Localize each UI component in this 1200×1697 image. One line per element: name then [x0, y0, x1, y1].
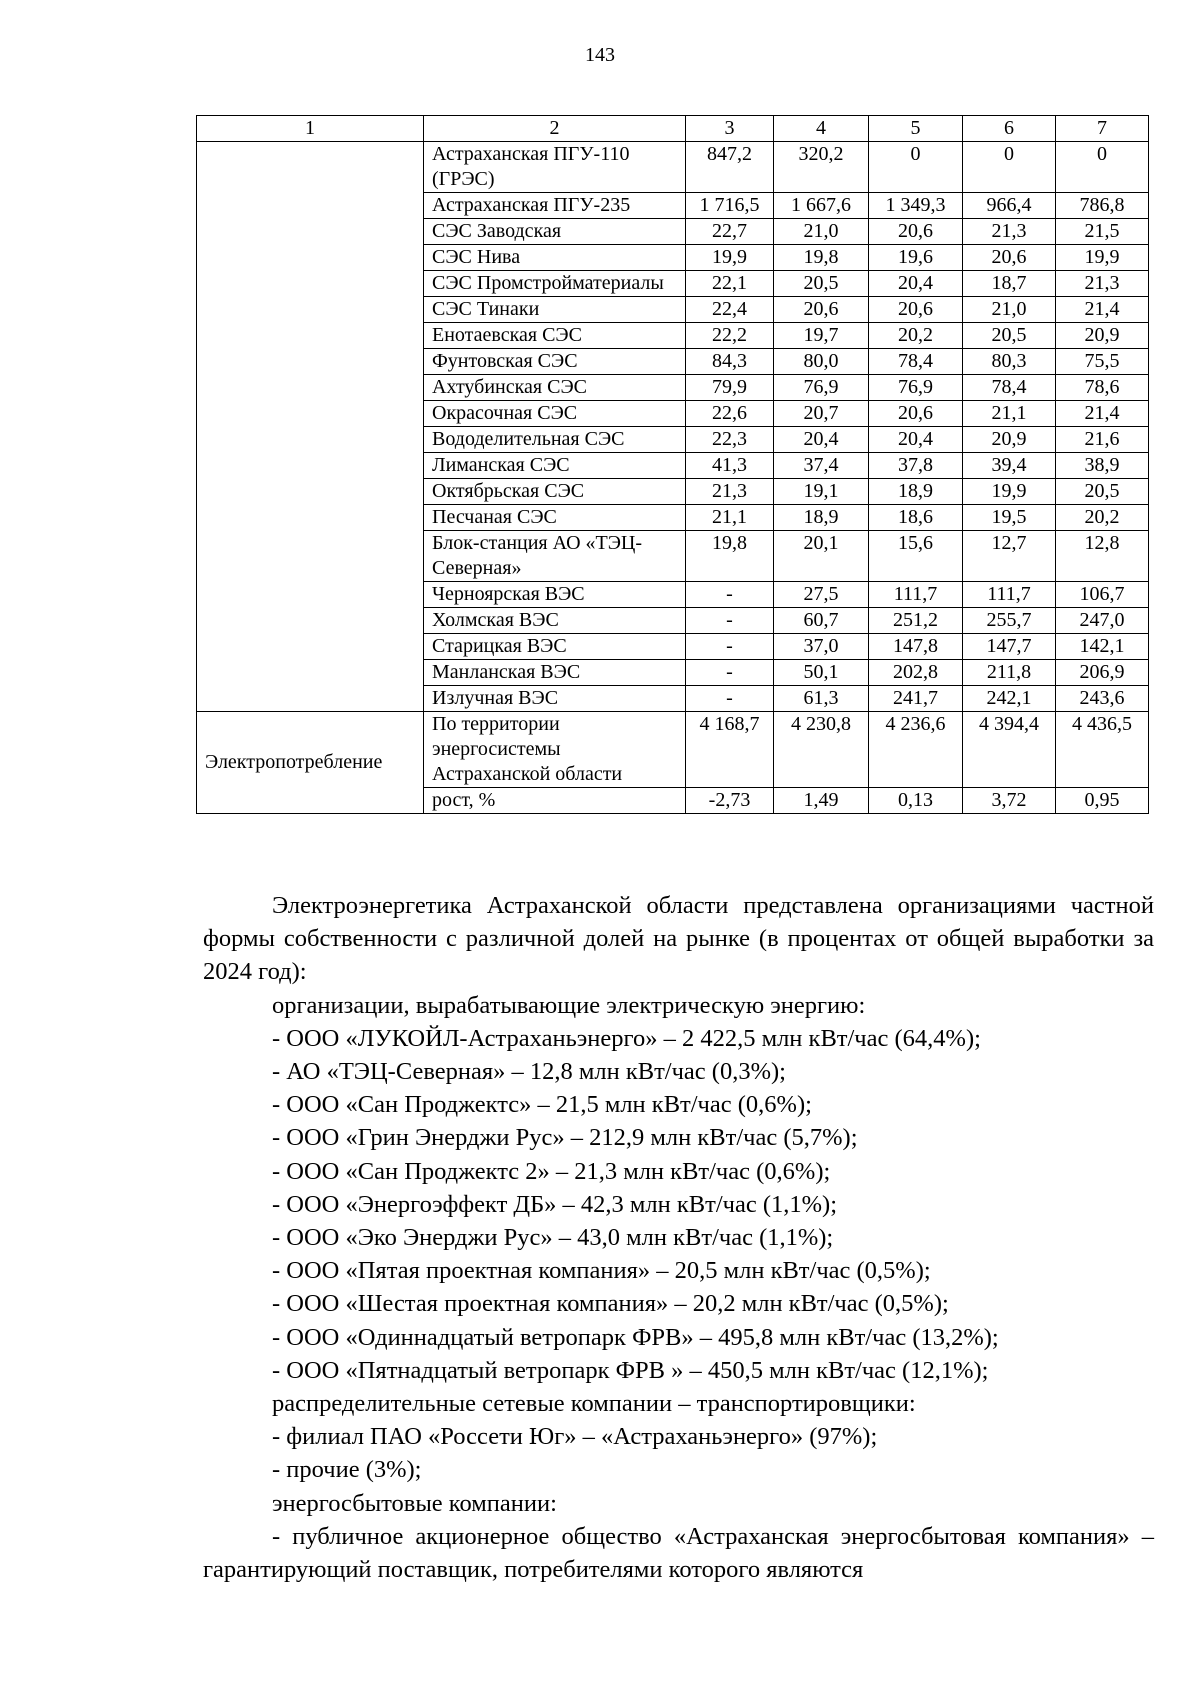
value-cell: 21,4: [1056, 401, 1149, 427]
value-cell: -2,73: [686, 788, 774, 814]
value-cell: 1 716,5: [686, 193, 774, 219]
value-cell: 22,1: [686, 271, 774, 297]
value-cell: 4 436,5: [1056, 712, 1149, 788]
header-cell: 6: [963, 116, 1056, 142]
distributor-item: - филиал ПАО «Россети Юг» – «Астраханьэнерго» (97%);: [272, 1423, 878, 1451]
generator-item: - ООО «Сан Проджектс 2» – 21,3 млн кВт/час (0,6%);: [272, 1157, 831, 1185]
value-cell: 76,9: [869, 375, 963, 401]
generator-item: - ООО «Энергоэффект ДБ» – 42,3 млн кВт/час (1,1%);: [272, 1190, 838, 1218]
value-cell: 61,3: [774, 686, 869, 712]
header-cell: 4: [774, 116, 869, 142]
header-cell: 2: [424, 116, 686, 142]
value-cell: 20,4: [869, 427, 963, 453]
generators-list: [203, 1022, 1154, 1387]
value-cell: 21,4: [1056, 297, 1149, 323]
header-cell: 3: [686, 116, 774, 142]
value-cell: 255,7: [963, 608, 1056, 634]
value-cell: 19,9: [963, 479, 1056, 505]
value-cell: 20,9: [1056, 323, 1149, 349]
station-name: Октябрьская СЭС: [424, 479, 686, 505]
value-cell: 21,0: [774, 219, 869, 245]
value-cell: -: [686, 686, 774, 712]
station-name: Черноярская ВЭС: [424, 582, 686, 608]
value-cell: 142,1: [1056, 634, 1149, 660]
station-name: Енотаевская СЭС: [424, 323, 686, 349]
value-cell: 78,6: [1056, 375, 1149, 401]
station-name: Астраханская ПГУ-110 (ГРЭС): [424, 142, 686, 193]
value-cell: 20,7: [774, 401, 869, 427]
value-cell: 18,7: [963, 271, 1056, 297]
table-row: [197, 142, 1149, 193]
station-name: СЭС Промстройматериалы: [424, 271, 686, 297]
header-cell: 5: [869, 116, 963, 142]
value-cell: 20,5: [963, 323, 1056, 349]
value-cell: 147,8: [869, 634, 963, 660]
value-cell: 0: [869, 142, 963, 193]
value-cell: 19,1: [774, 479, 869, 505]
body-text: [203, 889, 1154, 1586]
value-cell: 21,3: [686, 479, 774, 505]
territory-name: По территории энергосистемы Астраханской области: [424, 712, 686, 788]
value-cell: -: [686, 634, 774, 660]
value-cell: 22,2: [686, 323, 774, 349]
value-cell: 18,9: [869, 479, 963, 505]
value-cell: 21,1: [963, 401, 1056, 427]
value-cell: 147,7: [963, 634, 1056, 660]
value-cell: 20,6: [869, 219, 963, 245]
value-cell: 106,7: [1056, 582, 1149, 608]
value-cell: 19,9: [1056, 245, 1149, 271]
value-cell: 20,1: [774, 531, 869, 582]
value-cell: 19,7: [774, 323, 869, 349]
value-cell: 320,2: [774, 142, 869, 193]
value-cell: 211,8: [963, 660, 1056, 686]
value-cell: 206,9: [1056, 660, 1149, 686]
value-cell: 20,4: [774, 427, 869, 453]
value-cell: 111,7: [963, 582, 1056, 608]
value-cell: 37,0: [774, 634, 869, 660]
value-cell: 251,2: [869, 608, 963, 634]
value-cell: 27,5: [774, 582, 869, 608]
value-cell: 41,3: [686, 453, 774, 479]
station-name: Манланская ВЭС: [424, 660, 686, 686]
value-cell: 21,3: [963, 219, 1056, 245]
value-cell: 22,3: [686, 427, 774, 453]
value-cell: 20,5: [1056, 479, 1149, 505]
value-cell: 21,3: [1056, 271, 1149, 297]
value-cell: 19,6: [869, 245, 963, 271]
generator-item: - ООО «Пятая проектная компания» – 20,5 млн кВт/час (0,5%);: [272, 1257, 931, 1285]
value-cell: 21,1: [686, 505, 774, 531]
station-name: Излучная ВЭС: [424, 686, 686, 712]
sales-item: - публичное акционерное общество «Астраханская энергосбытовая компания» – гарантирующий поставщик, потребителями которого являются: [203, 1522, 1154, 1584]
value-cell: 20,2: [869, 323, 963, 349]
value-cell: 78,4: [869, 349, 963, 375]
intro-paragraph: Электроэнергетика Астраханской области представлена организациями частной формы собственности с различной долей на рынке (в процентах от общей выработки за 2024 год):: [203, 892, 1154, 986]
value-cell: 786,8: [1056, 193, 1149, 219]
value-cell: 19,8: [686, 531, 774, 582]
station-name: Лиманская СЭС: [424, 453, 686, 479]
generator-item: - ООО «Шестая проектная компания» – 20,2 млн кВт/час (0,5%);: [272, 1290, 949, 1318]
station-name: СЭС Заводская: [424, 219, 686, 245]
value-cell: 60,7: [774, 608, 869, 634]
station-name: Вододелительная СЭС: [424, 427, 686, 453]
value-cell: 20,6: [774, 297, 869, 323]
value-cell: 18,9: [774, 505, 869, 531]
station-name: Астраханская ПГУ-235: [424, 193, 686, 219]
value-cell: 19,9: [686, 245, 774, 271]
value-cell: 20,9: [963, 427, 1056, 453]
value-cell: 242,1: [963, 686, 1056, 712]
table-row: [197, 712, 1149, 788]
value-cell: 1,49: [774, 788, 869, 814]
value-cell: 202,8: [869, 660, 963, 686]
consumption-group-cell: Электропотребление: [197, 712, 424, 814]
value-cell: 966,4: [963, 193, 1056, 219]
value-cell: 20,2: [1056, 505, 1149, 531]
generation-table: [196, 115, 1149, 814]
value-cell: -: [686, 660, 774, 686]
value-cell: 76,9: [774, 375, 869, 401]
station-name: Блок-станция АО «ТЭЦ-Северная»: [424, 531, 686, 582]
value-cell: 37,4: [774, 453, 869, 479]
value-cell: 0: [963, 142, 1056, 193]
group-cell-empty: [197, 142, 424, 712]
value-cell: 21,5: [1056, 219, 1149, 245]
value-cell: 111,7: [869, 582, 963, 608]
value-cell: 22,7: [686, 219, 774, 245]
value-cell: 20,6: [869, 401, 963, 427]
value-cell: 78,4: [963, 375, 1056, 401]
value-cell: 37,8: [869, 453, 963, 479]
generator-item: - ООО «Одиннадцатый ветропарк ФРВ» – 495,8 млн кВт/час (13,2%);: [272, 1323, 999, 1351]
value-cell: 19,8: [774, 245, 869, 271]
value-cell: 21,0: [963, 297, 1056, 323]
value-cell: 847,2: [686, 142, 774, 193]
value-cell: 80,0: [774, 349, 869, 375]
growth-name: рост, %: [424, 788, 686, 814]
value-cell: -: [686, 608, 774, 634]
value-cell: 12,8: [1056, 531, 1149, 582]
value-cell: 4 168,7: [686, 712, 774, 788]
value-cell: 20,6: [869, 297, 963, 323]
header-cell: 1: [197, 116, 424, 142]
distributor-item: - прочие (3%);: [272, 1456, 422, 1484]
value-cell: 22,6: [686, 401, 774, 427]
generators-heading: организации, вырабатывающие электрическую энергию:: [272, 991, 866, 1019]
distributors-list: [203, 1420, 1154, 1486]
station-name: Старицкая ВЭС: [424, 634, 686, 660]
station-name: Песчаная СЭС: [424, 505, 686, 531]
station-name: Ахтубинская СЭС: [424, 375, 686, 401]
page-number: 143: [585, 44, 615, 66]
value-cell: 1 349,3: [869, 193, 963, 219]
station-name: СЭС Тинаки: [424, 297, 686, 323]
value-cell: 0: [1056, 142, 1149, 193]
value-cell: 20,6: [963, 245, 1056, 271]
value-cell: 12,7: [963, 531, 1056, 582]
value-cell: -: [686, 582, 774, 608]
value-cell: 0,13: [869, 788, 963, 814]
table-header-row: [197, 116, 1149, 142]
header-cell: 7: [1056, 116, 1149, 142]
generator-item: - ООО «ЛУКОЙЛ-Астраханьэнерго» – 2 422,5 млн кВт/час (64,4%);: [272, 1024, 981, 1052]
generator-item: - ООО «Грин Энерджи Рус» – 212,9 млн кВт/час (5,7%);: [272, 1124, 858, 1152]
value-cell: 20,5: [774, 271, 869, 297]
value-cell: 80,3: [963, 349, 1056, 375]
value-cell: 20,4: [869, 271, 963, 297]
value-cell: 21,6: [1056, 427, 1149, 453]
value-cell: 38,9: [1056, 453, 1149, 479]
value-cell: 241,7: [869, 686, 963, 712]
value-cell: 247,0: [1056, 608, 1149, 634]
station-name: Холмская ВЭС: [424, 608, 686, 634]
generator-item: - ООО «Эко Энерджи Рус» – 43,0 млн кВт/час (1,1%);: [272, 1224, 834, 1252]
generator-item: - ООО «Пятнадцатый ветропарк ФРВ » – 450,5 млн кВт/час (12,1%);: [272, 1356, 989, 1384]
value-cell: 22,4: [686, 297, 774, 323]
value-cell: 1 667,6: [774, 193, 869, 219]
value-cell: 79,9: [686, 375, 774, 401]
distributors-heading: распределительные сетевые компании – транспортировщики:: [272, 1390, 916, 1418]
generator-item: - АО «ТЭЦ-Северная» – 12,8 млн кВт/час (0,3%);: [272, 1058, 786, 1086]
station-name: Окрасочная СЭС: [424, 401, 686, 427]
value-cell: 4 394,4: [963, 712, 1056, 788]
value-cell: 50,1: [774, 660, 869, 686]
value-cell: 243,6: [1056, 686, 1149, 712]
value-cell: 4 236,6: [869, 712, 963, 788]
value-cell: 84,3: [686, 349, 774, 375]
value-cell: 0,95: [1056, 788, 1149, 814]
station-name: СЭС Нива: [424, 245, 686, 271]
value-cell: 19,5: [963, 505, 1056, 531]
value-cell: 4 230,8: [774, 712, 869, 788]
generator-item: - ООО «Сан Проджектс» – 21,5 млн кВт/час (0,6%);: [272, 1091, 812, 1119]
value-cell: 75,5: [1056, 349, 1149, 375]
station-name: Фунтовская СЭС: [424, 349, 686, 375]
value-cell: 15,6: [869, 531, 963, 582]
value-cell: 3,72: [963, 788, 1056, 814]
value-cell: 39,4: [963, 453, 1056, 479]
sales-heading: энергосбытовые компании:: [272, 1489, 557, 1517]
value-cell: 18,6: [869, 505, 963, 531]
